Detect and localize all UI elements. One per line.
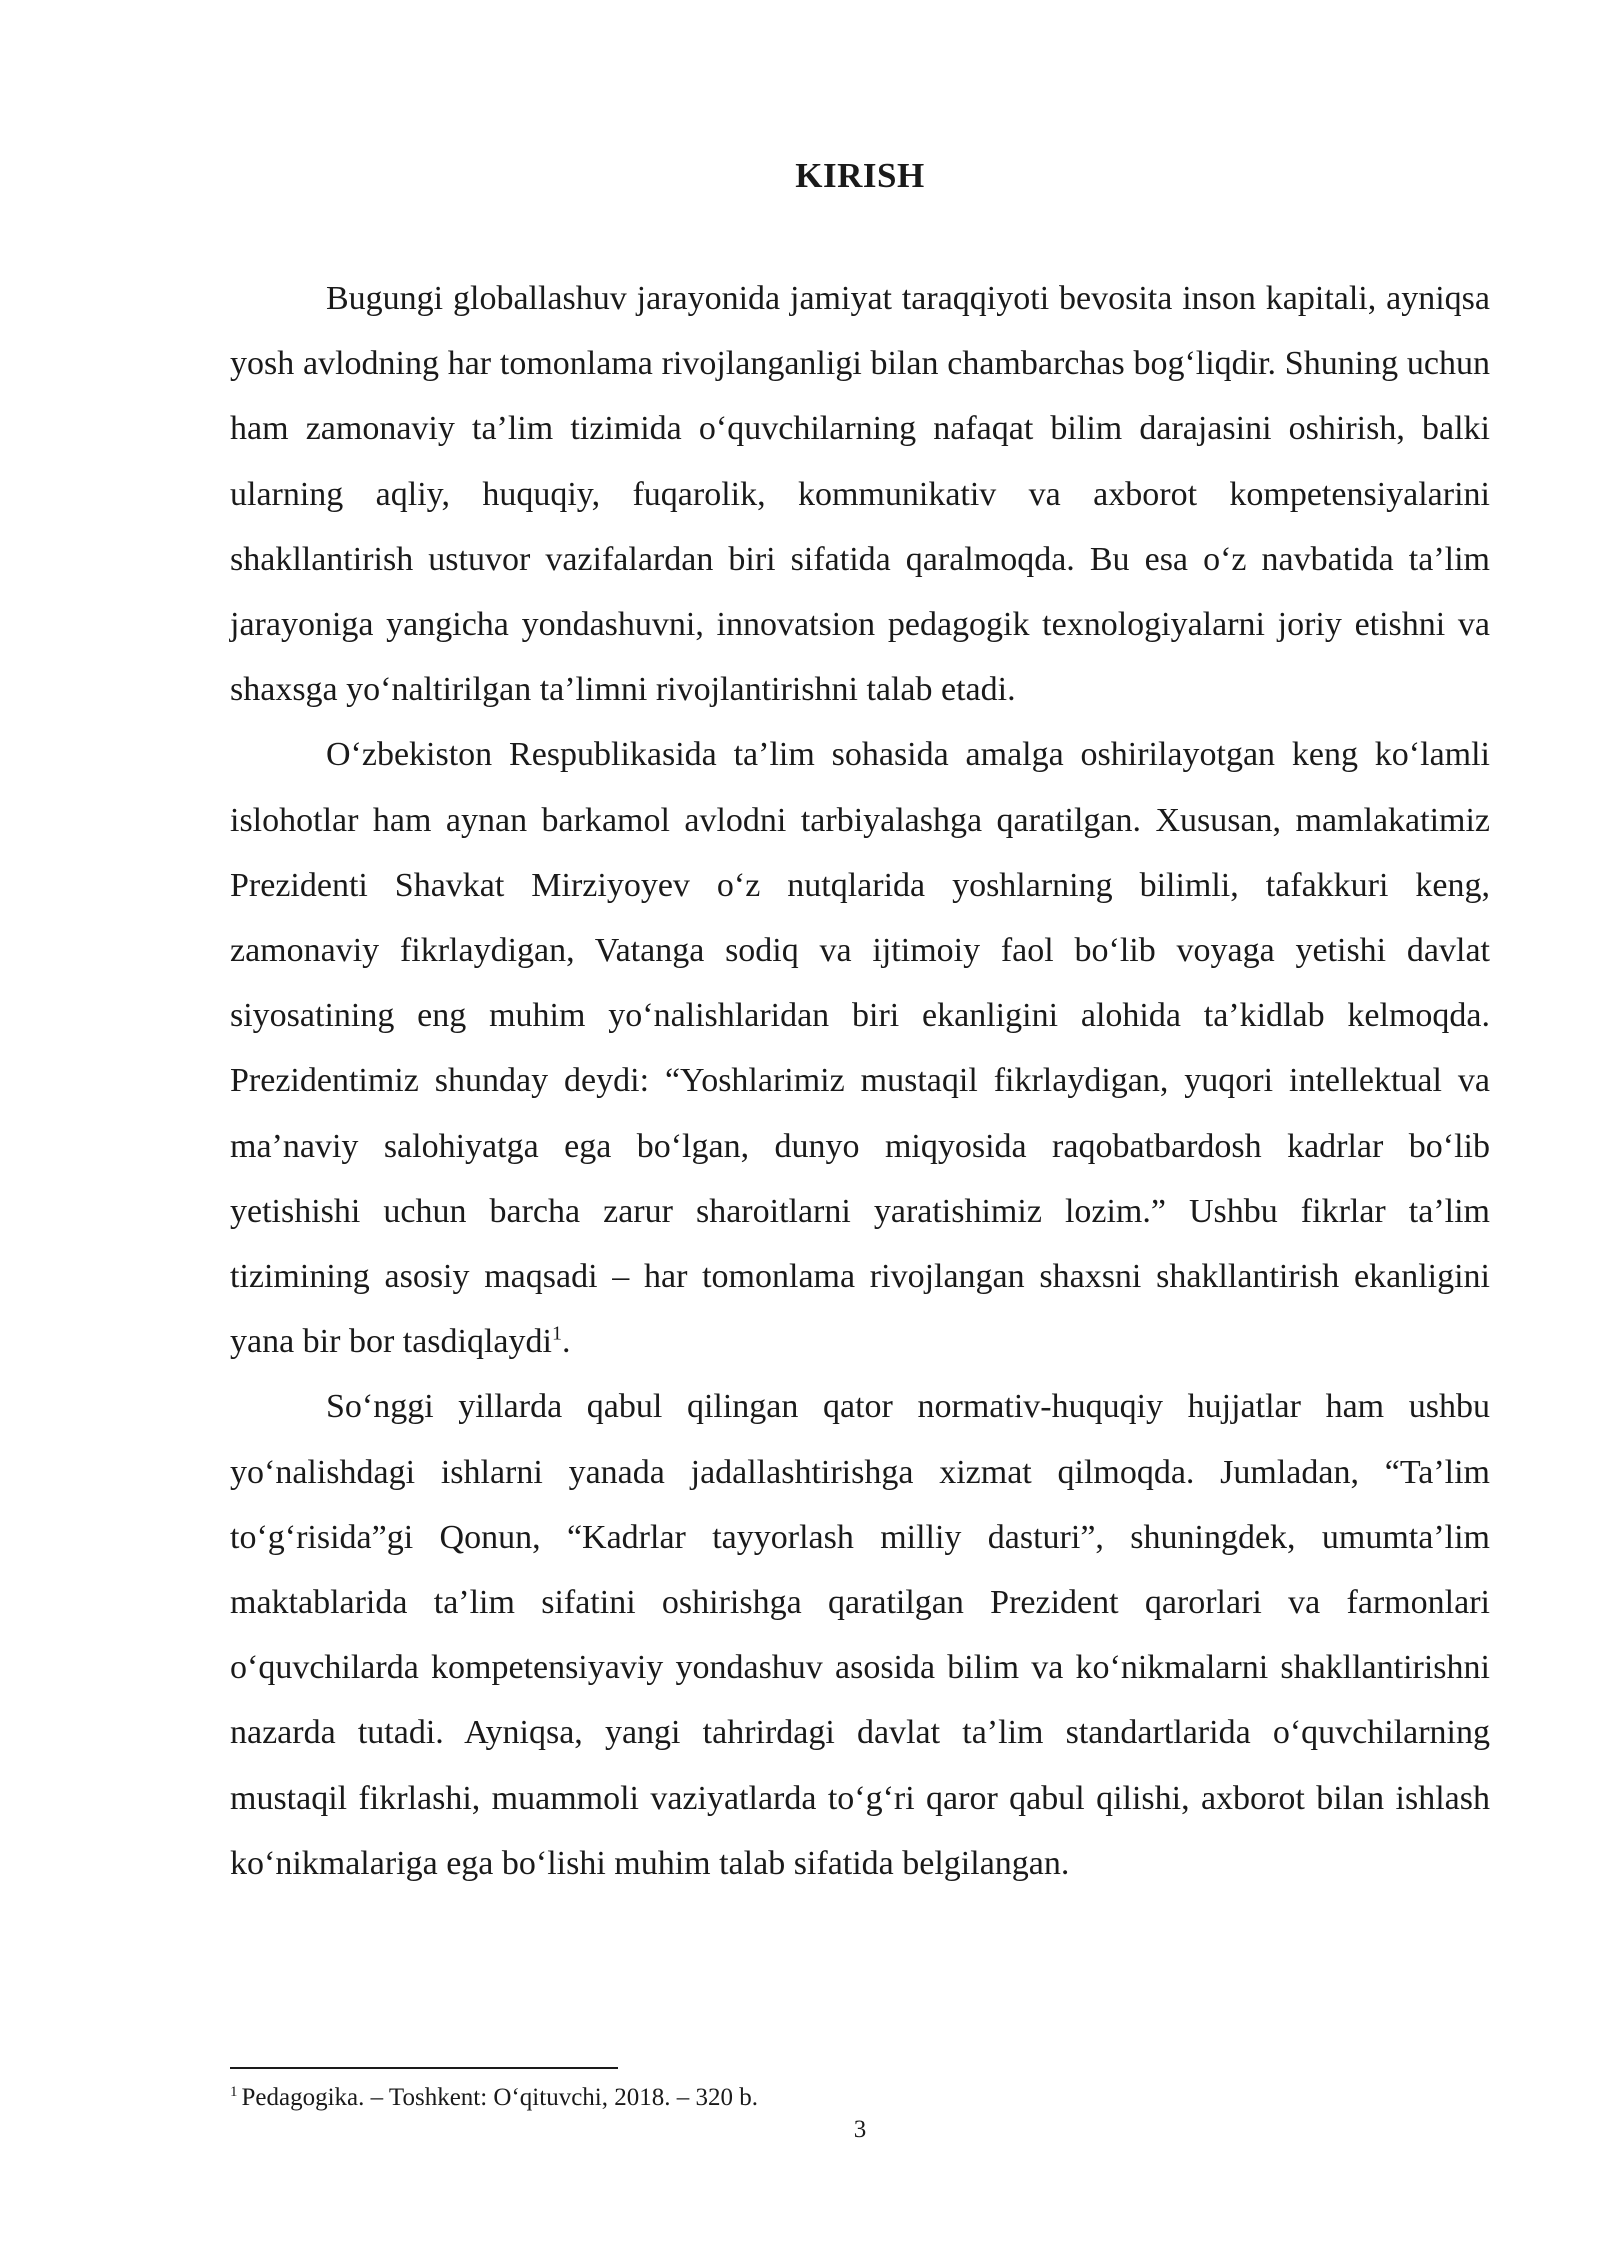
page-number: 3	[853, 2116, 867, 2143]
section-title: KIRISH	[795, 156, 925, 195]
footnote	[230, 2080, 1490, 2116]
paragraph-2	[230, 722, 1490, 1374]
paragraph-1	[230, 266, 1490, 722]
footnote-reference[interactable]: 1	[551, 1322, 562, 1345]
paragraph-2-text: O‘zbekiston Respublikasida ta’lim sohasida amalga oshirilayotgan keng ko‘lamli islohotlar ham aynan barkamol avlodni tarbiyalashga qaratilgan. Xususan, mamlakatimiz Prezidenti Shavkat Mirziyoyev o‘z nutqlarida yoshlarning bilimli, tafakkuri keng, zamonaviy fikrlaydigan, Vatanga sodiq va ijtimoiy faol bo‘lib voyaga yetishi davlat siyosatining eng muhim yo‘nalishlaridan biri ekanligini alohida ta’kidlab kelmoqda. Prezidentimiz shunday deydi: “Yoshlarimiz mustaqil fikrlaydigan, yuqori intellektual va ma’naviy salohiyatga ega bo‘lgan, dunyo miqyosida raqobatbardosh kadrlar bo‘lib yetishishi uchun barcha zarur sharoitlarni yaratishimiz lozim.” Ushbu fikrlar ta’lim tizimining asosiy maqsadi – har tomonlama rivojlangan shaxsni shakllantirish ekanligini yana bir bor tasdiqlaydi	[230, 736, 1490, 1361]
paragraph-2-end: .	[561, 1323, 571, 1361]
paragraph-1-text: Bugungi globallashuv jarayonida jamiyat taraqqiyoti bevosita inson kapitali, ayniqsa yosh avlodning har tomonlama rivojlanganligi bilan chambarchas bog‘liqdir. Shuning uchun ham zamonaviy ta’lim tizimida o‘quvchilarning nafaqat bilim darajasini oshirish, balki ularning aqliy, huquqiy, fuqarolik, kommunikativ va axborot kompetensiyalarini shakllantirish ustuvor vazifalardan biri sifatida qaralmoqda. Bu esa o‘z navbatida ta’lim jarayoniga yangicha yondashuvni, innovatsion pedagogik texnologiyalarni joriy etishni va shaxsga yo‘naltirilgan ta’limni rivojlantirishni talab etadi.	[230, 280, 1490, 709]
footnote-separator	[230, 2067, 618, 2069]
paragraph-3	[230, 1374, 1490, 1896]
footnote-mark: 1	[230, 2083, 238, 2100]
footnote-text: Pedagogika. – Toshkent: O‘qituvchi, 2018. – 320 b.	[241, 2084, 758, 2111]
document-body	[230, 148, 1490, 1896]
paragraph-3-text: So‘nggi yillarda qabul qilingan qator normativ-huquqiy hujjatlar ham ushbu yo‘nalishdagi ishlarni yanada jadallashtirishga xizmat qilmoqda. Jumladan, “Ta’lim to‘g‘risida”gi Qonun, “Kadrlar tayyorlash milliy dasturi”, shuningdek, umumta’lim maktablarida ta’lim sifatini oshirishga qaratilgan Prezident qarorlari va farmonlari o‘quvchilarda kompetensiyaviy yondashuv asosida bilim va ko‘nikmalarni shakllantirishni nazarda tutadi. Ayniqsa, yangi tahrirdagi davlat ta’lim standartlarida o‘quvchilarning mustaqil fikrlashi, muammoli vaziyatlarda to‘g‘ri qaror qabul qilishi, axborot bilan ishlash ko‘nikmalariga ega bo‘lishi muhim talab sifatida belgilangan.	[230, 1388, 1490, 1882]
